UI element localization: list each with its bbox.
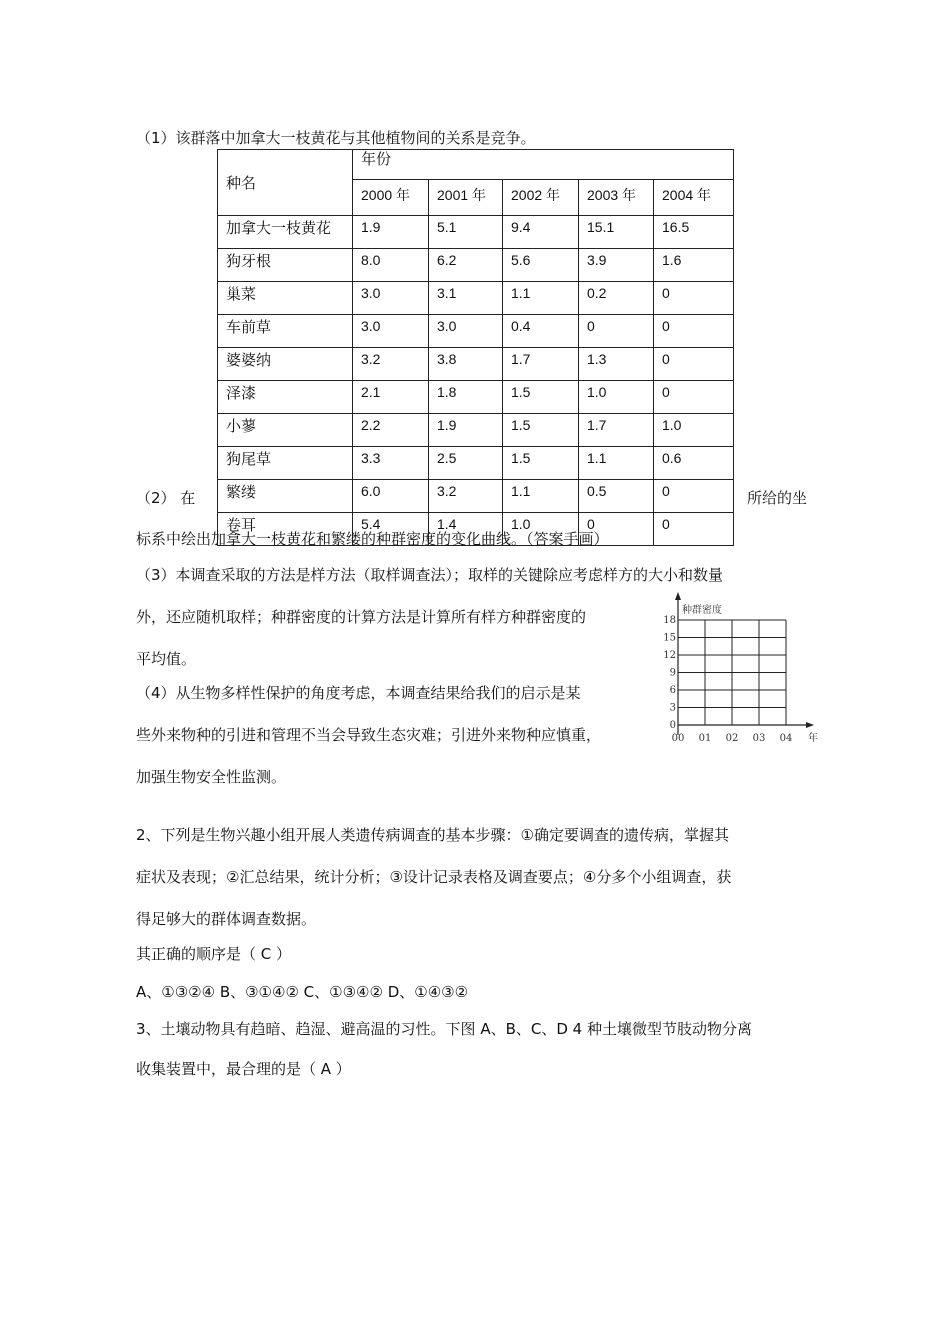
table-row — [218, 315, 734, 348]
species-name: 巢菜 — [218, 282, 353, 315]
density-value: 9.4 — [503, 216, 579, 249]
x-tick-label: 00 — [671, 733, 685, 744]
x-axis-arrow — [806, 722, 814, 728]
density-value: 0 — [654, 381, 734, 414]
species-name: 车前草 — [218, 315, 353, 348]
year-column-header: 年份 — [353, 150, 734, 180]
density-value: 1.5 — [503, 381, 579, 414]
density-value: 0 — [579, 315, 654, 348]
density-value: 0 — [654, 282, 734, 315]
x-tick-label: 03 — [752, 733, 766, 744]
y-tick-label: 15 — [663, 632, 676, 644]
x-tick-label: 04 — [779, 733, 793, 744]
q4-line3: 加强生物安全性监测。 — [136, 768, 287, 786]
x-tick-label: 02 — [725, 733, 739, 744]
species-name: 繁缕 — [218, 480, 353, 513]
p3-line2: 收集装置中，最合理的是（ A ） — [136, 1060, 351, 1078]
density-value: 1.0 — [503, 513, 579, 546]
density-value: 0 — [654, 480, 734, 513]
density-graph — [660, 590, 820, 750]
graph-ylabel: 种群密度 — [682, 605, 722, 616]
density-value: 5.6 — [503, 249, 579, 282]
density-value: 3.2 — [353, 348, 429, 381]
table-row — [218, 381, 734, 414]
density-value: 1.4 — [429, 513, 503, 546]
density-value: 1.0 — [579, 381, 654, 414]
table-row — [218, 447, 734, 480]
density-value: 15.1 — [579, 216, 654, 249]
table-row — [218, 282, 734, 315]
p2-options: A、①③②④ B、③①④② C、①③④② D、①④③② — [136, 983, 469, 1001]
species-column-header: 种名 — [218, 150, 353, 216]
density-value: 1.3 — [579, 348, 654, 381]
y-tick-label: 6 — [669, 685, 676, 696]
density-value: 3.1 — [429, 282, 503, 315]
p2-line1: 2、下列是生物兴趣小组开展人类遗传病调查的基本步骤：①确定要调查的遗传病，掌握其 — [136, 826, 729, 844]
density-value: 1.1 — [503, 282, 579, 315]
density-value: 3.0 — [353, 315, 429, 348]
y-tick-label: 12 — [663, 650, 676, 661]
density-value: 6.2 — [429, 249, 503, 282]
density-value: 1.6 — [654, 249, 734, 282]
y-axis-arrow — [675, 592, 681, 600]
species-density-table — [217, 149, 734, 546]
p2-question: 其正确的顺序是（ C ） — [136, 945, 292, 963]
table-row — [218, 216, 734, 249]
table-row — [218, 414, 734, 447]
graph-xticks — [672, 733, 793, 744]
density-value: 2.1 — [353, 381, 429, 414]
q1-line: （1）该群落中加拿大一枝黄花与其他植物间的关系是竞争。 — [136, 129, 536, 147]
q3-line3: 平均值。 — [136, 650, 197, 668]
density-value: 1.7 — [503, 348, 579, 381]
density-value: 6.0 — [353, 480, 429, 513]
density-value: 1.1 — [503, 480, 579, 513]
species-name: 卷耳 — [218, 513, 353, 546]
q2-line2: 标系中绘出加拿大一枝黄花和繁缕的种群密度的变化曲线。（答案手画） — [136, 530, 609, 548]
density-value: 0.6 — [654, 447, 734, 480]
density-value: 0 — [579, 513, 654, 546]
table-row — [218, 480, 734, 513]
year-2000: 2000 年 — [353, 180, 429, 216]
density-value: 1.0 — [654, 414, 734, 447]
species-name: 小蓼 — [218, 414, 353, 447]
table-row — [218, 348, 734, 381]
year-2004: 2004 年 — [654, 180, 734, 216]
species-name: 狗牙根 — [218, 249, 353, 282]
density-value: 1.7 — [579, 414, 654, 447]
q2-left: （2） 在 — [136, 489, 196, 507]
density-value: 16.5 — [654, 216, 734, 249]
density-value: 3.9 — [579, 249, 654, 282]
x-tick-label: 01 — [698, 733, 712, 744]
density-value: 0.2 — [579, 282, 654, 315]
graph-yticks — [663, 615, 676, 731]
y-tick-label: 9 — [669, 667, 676, 679]
density-value: 3.0 — [429, 315, 503, 348]
density-value: 2.5 — [429, 447, 503, 480]
q4-line1: （4）从生物多样性保护的角度考虑，本调查结果给我们的启示是某 — [136, 684, 581, 702]
year-2002: 2002 年 — [503, 180, 579, 216]
year-2003: 2003 年 — [579, 180, 654, 216]
density-value: 2.2 — [353, 414, 429, 447]
density-value: 1.5 — [503, 447, 579, 480]
density-value: 1.5 — [503, 414, 579, 447]
density-value: 3.2 — [429, 480, 503, 513]
density-value: 0 — [654, 315, 734, 348]
density-value: 3.0 — [353, 282, 429, 315]
species-name: 加拿大一枝黄花 — [218, 216, 353, 249]
y-tick-label: 0 — [669, 720, 676, 731]
species-name: 泽漆 — [218, 381, 353, 414]
density-value: 1.1 — [579, 447, 654, 480]
q4-line2: 些外来物种的引进和管理不当会导致生态灾难；引进外来物种应慎重， — [136, 726, 602, 744]
graph-xunit: 年 — [808, 733, 818, 744]
table-body — [218, 216, 734, 546]
density-value: 1.9 — [353, 216, 429, 249]
y-tick-label: 18 — [663, 615, 676, 626]
p2-line3: 得足够大的群体调查数据。 — [136, 910, 317, 928]
y-tick-label: 3 — [669, 702, 676, 714]
density-value: 8.0 — [353, 249, 429, 282]
p2-line2: 症状及表现；②汇总结果，统计分析；③设计记录表格及调查要点；④分多个小组调查，获 — [136, 868, 732, 886]
species-name: 婆婆纳 — [218, 348, 353, 381]
density-value: 1.8 — [429, 381, 503, 414]
density-value: 0.4 — [503, 315, 579, 348]
density-value: 0 — [654, 348, 734, 381]
density-value: 3.3 — [353, 447, 429, 480]
species-name: 狗尾草 — [218, 447, 353, 480]
density-value: 3.8 — [429, 348, 503, 381]
year-2001: 2001 年 — [429, 180, 503, 216]
density-value: 5.1 — [429, 216, 503, 249]
density-value: 5.4 — [353, 513, 429, 546]
q2-right: 所给的坐 — [747, 489, 808, 507]
p3-line1: 3、土壤动物具有趋暗、趋湿、避高温的习性。下图 A、B、C、D 4 种土壤微型节肢动物分离 — [136, 1020, 752, 1038]
graph-grid — [678, 620, 786, 725]
table-row — [218, 249, 734, 282]
density-value: 0 — [654, 513, 734, 546]
q3-line1: （3）本调查采取的方法是样方法（取样调查法）；取样的关键除应考虑样方的大小和数量 — [136, 566, 724, 584]
q3-line2: 外，还应随机取样；种群密度的计算方法是计算所有样方种群密度的 — [136, 608, 587, 626]
density-value: 1.9 — [429, 414, 503, 447]
density-value: 0.5 — [579, 480, 654, 513]
